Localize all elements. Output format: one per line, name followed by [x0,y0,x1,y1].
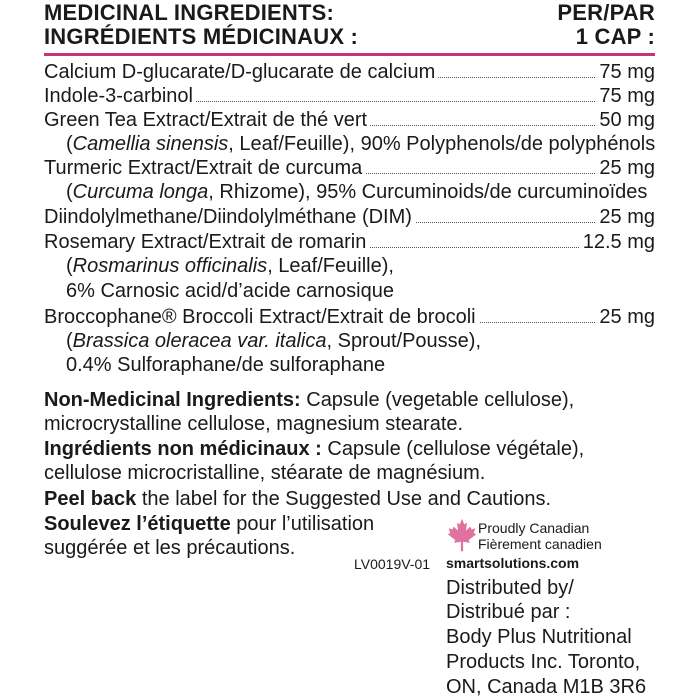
ingredient-detail-line2: 6% Carnosic acid/d’acide carnosique [66,280,394,302]
ingredient-row [44,230,655,254]
header-divider [44,53,655,56]
lot-code: LV0019V-01 [354,556,431,572]
non-medicinal-en-line2: microcrystalline cellulose, magnesium stearate. [44,413,464,435]
distributor-line: Distribué par : [446,601,571,623]
ingredient-detail: (Curcuma longa, Rhizome), 95% Curcuminoids/de curcuminoïdes [66,181,648,203]
distributor-line: Body Plus Nutritional [446,626,632,648]
non-medicinal-fr-line1: Ingrédients non médicinaux : Capsule (cellulose végétale), [44,438,585,460]
ingredient-name: Green Tea Extract/Extrait de thé vert [44,108,370,132]
ingredient-amount: 75 mg [596,84,655,108]
ingredient-name: Indole-3-carbinol [44,84,196,108]
ingredient-detail-line2: 0.4% Sulforaphane/de sulforaphane [66,354,386,376]
website: smartsolutions.com [446,555,580,571]
ingredient-amount: 25 mg [596,205,655,229]
ingredient-amount: 25 mg [596,305,655,329]
peel-back-fr-line2: suggérée et les précautions. [44,537,296,559]
medicinal-ingredients-heading: MEDICINAL INGREDIENTS: [44,0,335,25]
ingredient-amount: 25 mg [596,156,655,180]
distributor-line: Products Inc. Toronto, [446,651,641,673]
non-medicinal-en-line1: Non-Medicinal Ingredients: Capsule (vegetable cellulose), [44,389,575,411]
ingredient-row [44,305,655,329]
ingredient-row [44,205,655,229]
ingredient-row [44,60,655,84]
ingredient-name: Broccophane® Broccoli Extract/Extrait de brocoli [44,305,479,329]
peel-back-en: Peel back the label for the Suggested Use and Cautions. [44,488,552,510]
ingredient-row [44,84,655,108]
peel-back-fr-line1: Soulevez l’étiquette pour l’utilisation [44,513,375,535]
ingredient-detail: (Rosmarinus officinalis, Leaf/Feuille), [66,255,394,277]
ingredient-row [44,156,655,180]
per-par-heading: PER/PAR [557,0,655,25]
ingredient-name: Diindolylmethane/Diindolylméthane (DIM) [44,205,415,229]
distributor-line: ON, Canada M1B 3R6 [446,676,647,698]
ingredient-amount: 50 mg [596,108,655,132]
maple-leaf-icon [448,518,476,552]
ingredient-name: Calcium D-glucarate/D-glucarate de calcium [44,60,438,84]
fierement-canadien: Fièrement canadien [478,536,602,552]
ingredient-detail: (Camellia sinensis, Leaf/Feuille), 90% Polyphenols/de polyphénols [66,133,656,155]
ingredient-amount: 75 mg [596,60,655,84]
ingredient-row [44,108,655,132]
one-cap-heading: 1 CAP : [575,24,655,49]
ingredient-detail: (Brassica oleracea var. italica, Sprout/Pousse), [66,330,482,352]
non-medicinal-fr-line2: cellulose microcristalline, stéarate de magnésium. [44,462,486,484]
ingredient-amount: 12.5 mg [580,230,655,254]
ingredient-name: Rosemary Extract/Extrait de romarin [44,230,369,254]
proudly-canadian: Proudly Canadian [478,520,590,536]
ingredients-medicinaux-heading: INGRÉDIENTS MÉDICINAUX : [44,24,359,49]
ingredient-name: Turmeric Extract/Extrait de curcuma [44,156,365,180]
distributor-line: Distributed by/ [446,577,574,599]
